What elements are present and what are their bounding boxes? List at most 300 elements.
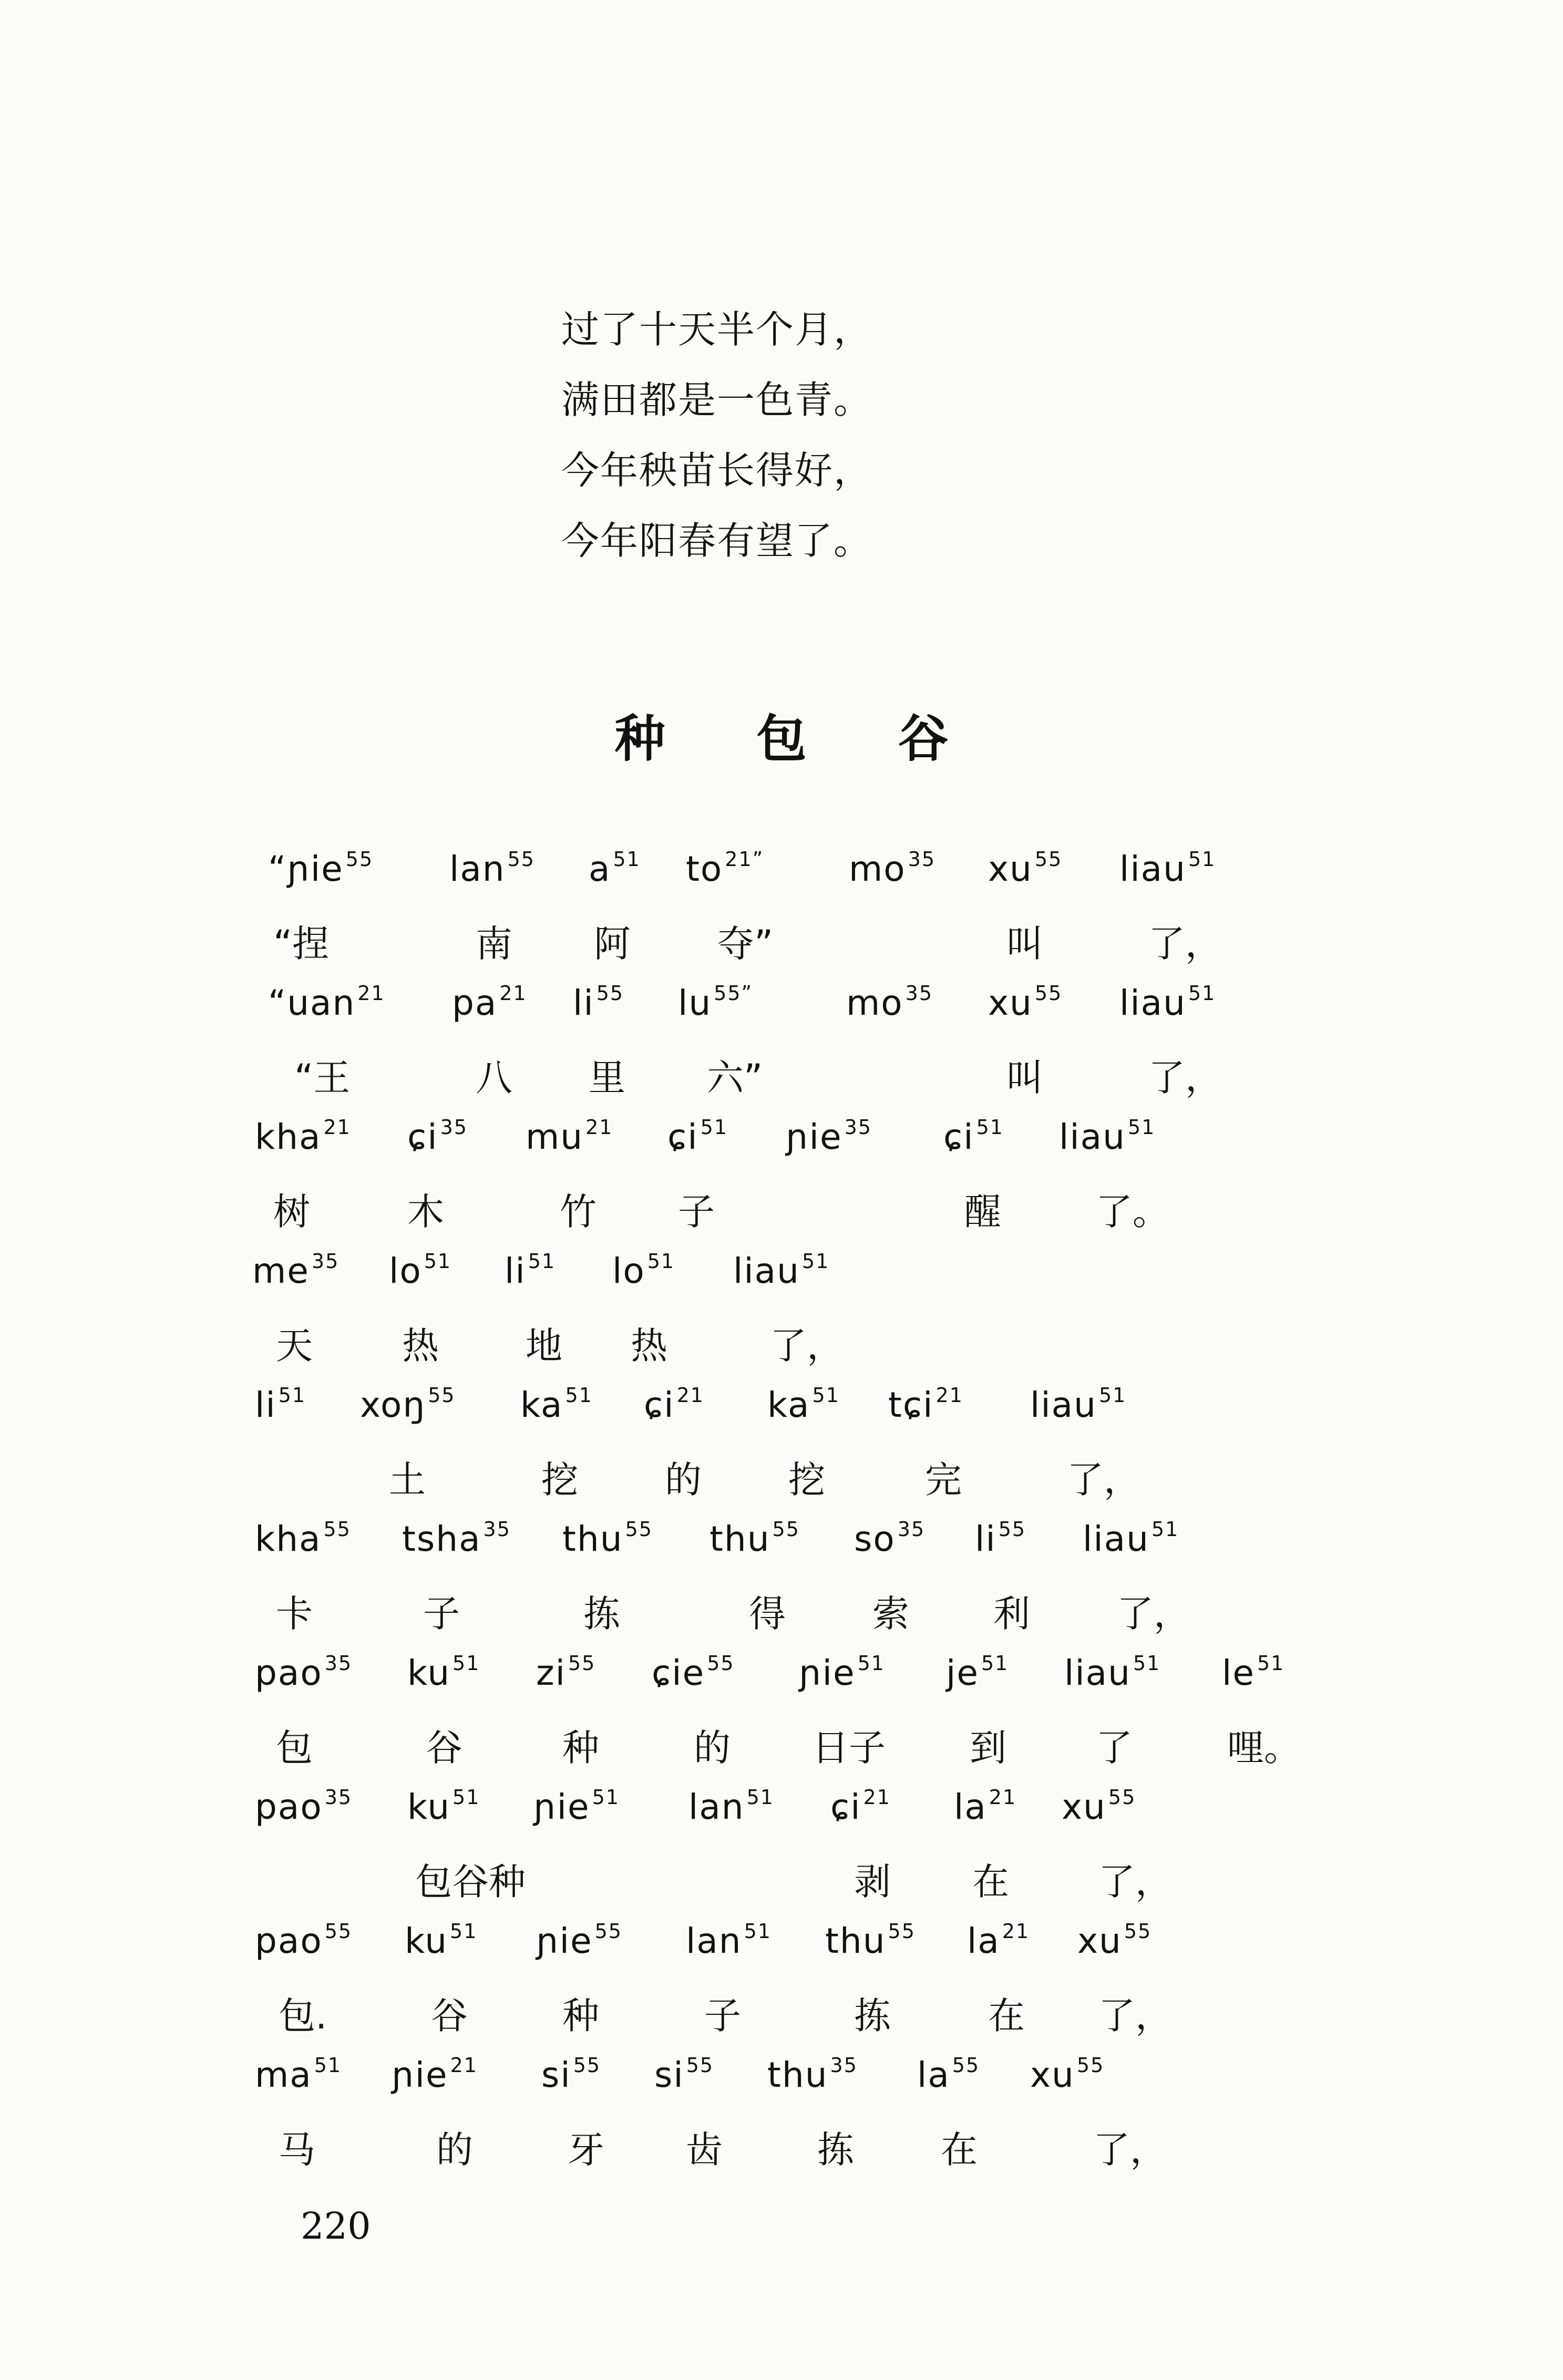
romanized-syllable [541,2055,601,2095]
word-text: 土 [389,1458,426,1501]
tone-number: 51 [453,1652,480,1675]
poem-line-4: 今年阳春有望了。 [561,519,873,563]
romanized-syllable [1030,2055,1104,2095]
romanized-syllable [799,1653,885,1693]
romanization-line [0,1787,1563,1850]
tone-number: 21 [585,1116,613,1139]
word-text: 包. [279,1994,327,2037]
chinese-gloss [1096,1182,1169,1235]
word-text: 树 [273,1190,310,1233]
word-text: 拣 [583,1592,620,1635]
word-text: mo [846,983,903,1023]
chinese-gloss [415,1852,526,1905]
tone-number: 55 [428,1384,456,1407]
word-text: 的 [694,1726,731,1769]
word-text: si [541,2055,571,2095]
romanization-line [0,1921,1563,1984]
romanized-syllable [255,1787,352,1827]
tone-number: 21 [989,1786,1017,1809]
tone-number: 51 [801,1250,830,1273]
tone-number: 51 [1127,1116,1156,1139]
word-text: 地 [526,1324,562,1367]
chinese-gloss [1006,1048,1043,1101]
chinese-gloss [964,1182,1001,1235]
tone-number: 55 [573,2054,601,2077]
word-text: thu [767,2055,828,2095]
poem-line-1: 过了十天半个月， [561,307,873,352]
word-text: 谷 [426,1726,462,1769]
tone-number: 51 [528,1250,556,1273]
tone-number: 35 [440,1116,468,1139]
chinese-gloss [476,1048,512,1101]
tone-number: 51 [613,848,641,871]
romanized-syllable [536,1653,595,1693]
gloss-line [0,1048,1563,1111]
word-text: 马 [279,2128,315,2171]
tone-number: 51 [812,1384,840,1407]
gloss-line [0,914,1563,977]
romanized-syllable [1119,849,1216,889]
word-text: lan [449,849,506,889]
word-text: ɕi [667,1117,698,1157]
word-text: liau [1030,1385,1097,1425]
romanization-line [0,1519,1563,1582]
romanized-syllable [392,2055,478,2095]
romanized-syllable [268,849,373,889]
romanized-syllable [536,1921,622,1961]
word-text: ku [407,1787,451,1827]
word-text: ɕie [652,1653,705,1693]
poem-line-3: 今年秧苗长得好， [561,448,873,492]
word-text: 的 [436,2128,473,2171]
chinese-gloss [1006,914,1043,967]
tone-number: 55 [952,2054,980,2077]
romanized-syllable [452,983,527,1023]
tone-number: 51 [450,1920,478,1943]
romanized-syllable [407,1653,480,1693]
chinese-gloss [749,1584,786,1637]
word-text: 哩。 [1227,1726,1301,1769]
word-text: “王 [294,1056,351,1099]
word-text: 了， [1148,1056,1222,1099]
word-text: 了， [1148,922,1222,965]
chinese-gloss [1117,1584,1190,1637]
word-text: 了， [1117,1592,1190,1635]
romanized-syllable [255,1385,306,1425]
word-text: li [255,1385,276,1425]
poem [561,294,872,576]
word-text: 了 [1096,1726,1133,1769]
tone-number: 51 [424,1250,452,1273]
word-text: 子 [704,1994,741,2037]
tone-number: 51 [1098,1384,1127,1407]
word-text: 了。 [1096,1190,1169,1233]
word-text: ɕi [407,1117,438,1157]
tone-number: 51 [744,1920,772,1943]
tone-number: 51 [1188,848,1216,871]
word-text: so [854,1519,896,1559]
chinese-gloss [925,1450,962,1503]
tone-number: 35 [905,982,933,1005]
chinese-gloss [273,1182,310,1235]
romanized-syllable [1077,1921,1151,1961]
romanized-syllable [1222,1653,1284,1693]
tone-number: 21 [935,1384,963,1407]
tone-number: 21 [499,982,527,1005]
poem-line-2: 满田都是一色青。 [561,378,873,422]
tone-number: 51 [565,1384,593,1407]
word-text: zi [536,1653,566,1693]
word-text: xu [1077,1921,1122,1961]
word-text: 得 [749,1592,786,1635]
romanized-syllable [255,1519,351,1559]
chinese-gloss [941,2120,978,2173]
word-text: a [589,849,611,889]
word-text: 子 [678,1190,715,1233]
word-text: la [917,2055,950,2095]
word-text: ɲie [392,2055,448,2095]
romanized-syllable [255,1117,351,1157]
chinese-gloss [686,2120,723,2173]
tone-number: 55 [1076,2054,1105,2077]
tone-number: 21 [323,1116,351,1139]
tone-number: 51 [647,1250,675,1273]
tone-number: 51 [981,1652,1009,1675]
romanization-line [0,1117,1563,1180]
word-text: 子 [423,1592,460,1635]
romanized-syllable [520,1385,593,1425]
word-text: to [686,849,723,889]
romanized-syllable [533,1787,620,1827]
chinese-gloss [294,1048,350,1101]
romanized-syllable [825,1921,916,1961]
chinese-gloss [402,1316,439,1369]
romanized-syllable [612,1251,675,1291]
tone-number: 55 [772,1518,800,1541]
word-text: xu [1030,2055,1075,2095]
tone-number: 51 [976,1116,1004,1139]
word-text: xoŋ [360,1385,426,1425]
word-text: 热 [402,1324,439,1367]
chinese-gloss [279,2120,315,2173]
chinese-gloss [678,1182,715,1235]
chinese-gloss [1098,1986,1172,2039]
romanization-line [0,1653,1563,1716]
chinese-gloss [431,1986,468,2039]
romanization-line [0,1251,1563,1314]
chinese-gloss [694,1718,731,1771]
tone-number: 55 [888,1920,916,1943]
word-text: 索 [872,1592,909,1635]
chinese-gloss [993,1584,1030,1637]
word-text: xu [988,849,1033,889]
word-text: liau [1083,1519,1149,1559]
chinese-gloss [389,1450,426,1503]
romanized-syllable [589,849,641,889]
chinese-gloss [560,1182,597,1235]
word-text: tɕi [888,1385,934,1425]
romanization-line [0,849,1563,912]
chinese-gloss [583,1584,620,1637]
romanized-syllable [709,1519,800,1559]
romanized-syllable [888,1385,963,1425]
word-text: tsha [402,1519,481,1559]
word-text: liau [1119,849,1186,889]
word-text: 种 [562,1726,599,1769]
tone-number: 51 [453,1786,480,1809]
tone-number: 55” [714,982,753,1005]
romanized-syllable [255,2055,342,2095]
chinese-gloss [407,1182,444,1235]
gloss-line [0,1852,1563,1915]
word-text: ka [767,1385,810,1425]
word-text: 拣 [854,1994,891,2037]
chinese-gloss [276,1718,313,1771]
tone-number: 55 [1108,1786,1136,1809]
word-text: pao [255,1921,323,1961]
tone-number: 35 [311,1250,340,1273]
tone-number: 51 [1151,1518,1179,1541]
gloss-line [0,1182,1563,1245]
word-text: 完 [925,1458,962,1501]
romanized-syllable [449,849,535,889]
word-text: ɲie [533,1787,590,1827]
word-text: “uan [268,983,356,1023]
romanized-syllable [252,1251,339,1291]
word-text: 利 [993,1592,1030,1635]
word-text: 了， [1093,2128,1167,2171]
tone-number: 55 [1034,848,1063,871]
word-text: “ɲie [268,849,344,889]
tone-number: 51 [700,1116,728,1139]
chinese-gloss [707,1048,763,1101]
word-text: xu [1062,1787,1106,1827]
tone-number: 21 [357,982,385,1005]
word-text: 了， [1098,1994,1172,2037]
word-text: li [975,1519,996,1559]
chinese-gloss [812,1718,886,1771]
tone-number: 55 [596,982,624,1005]
tone-number: 21 [863,1786,891,1809]
romanized-syllable [686,849,764,889]
tone-number: 35 [324,1652,353,1675]
romanized-syllable [1064,1653,1160,1693]
romanized-syllable [733,1251,829,1291]
word-text: ka [520,1385,563,1425]
chinese-gloss [988,1986,1025,2039]
word-text: 叫 [1006,922,1043,965]
romanized-syllable [405,1921,477,1961]
chinese-gloss [1093,2120,1167,2173]
chinese-gloss [717,914,773,967]
word-text: liau [1064,1653,1131,1693]
chinese-gloss [854,1852,891,1905]
romanized-syllable [667,1117,728,1157]
chinese-gloss [562,1986,599,2039]
romanized-syllable [389,1251,451,1291]
chinese-gloss [817,2120,854,2173]
word-text: 齿 [686,2128,723,2171]
word-text: je [946,1653,979,1693]
chinese-gloss [1096,1718,1133,1771]
chinese-gloss [436,2120,473,2173]
word-text: ɲie [536,1921,593,1961]
page-number: 220 [301,2204,371,2248]
tone-number: 51 [278,1384,306,1407]
tone-number: 55 [707,1652,735,1675]
word-text: lo [612,1251,645,1291]
word-text: 到 [970,1726,1006,1769]
word-text: 包谷种 [415,1860,526,1903]
word-text: le [1222,1653,1255,1693]
romanized-syllable [644,1385,704,1425]
word-text: 热 [631,1324,667,1367]
word-text: ku [405,1921,448,1961]
word-text: 了， [770,1324,844,1367]
chinese-gloss [972,1852,1009,1905]
chinese-gloss [631,1316,667,1369]
chinese-gloss [1098,1852,1172,1905]
gloss-line [0,1718,1563,1781]
tone-number: 55 [345,848,374,871]
word-text: “捏 [273,922,330,965]
chinese-gloss [770,1316,844,1369]
word-text: lan [688,1787,745,1827]
word-text: 在 [972,1860,1009,1903]
word-text: li [505,1251,526,1291]
tone-number: 51 [1133,1652,1161,1675]
romanized-syllable [946,1653,1009,1693]
word-text: 了， [1067,1458,1140,1501]
chinese-gloss [704,1986,741,2039]
romanized-syllable [688,1787,774,1827]
tone-number: 35 [908,848,936,871]
tone-number: 21 [450,2054,478,2077]
tone-number: 51 [592,1786,620,1809]
romanized-syllable [988,849,1062,889]
word-text: 挖 [788,1458,825,1501]
word-text: pao [255,1653,323,1693]
word-text: 日子 [812,1726,886,1769]
chinese-gloss [872,1584,909,1637]
chinese-gloss [854,1986,891,2039]
word-text: 六” [707,1056,763,1099]
romanized-syllable [654,2055,714,2095]
word-text: lo [389,1251,422,1291]
romanized-syllable [1030,1385,1126,1425]
word-text: la [967,1921,1000,1961]
tone-number: 55 [568,1652,596,1675]
tone-number: 35 [830,2054,858,2077]
romanized-syllable [786,1117,872,1157]
romanized-syllable [954,1787,1016,1827]
word-text: xu [988,983,1033,1023]
word-text: kha [255,1519,322,1559]
word-text: ɕi [943,1117,974,1157]
chinese-gloss [788,1450,825,1503]
word-text: kha [255,1117,322,1157]
romanized-syllable [407,1787,480,1827]
romanized-syllable [1059,1117,1155,1157]
chinese-gloss [273,914,329,967]
word-text: ɲie [799,1653,856,1693]
tone-number: 51 [1188,982,1216,1005]
gloss-line [0,1584,1563,1647]
word-text: 的 [665,1458,702,1501]
tone-number: 55 [324,1920,353,1943]
word-text: me [252,1251,310,1291]
tone-number: 55 [1034,982,1063,1005]
romanized-syllable [526,1117,613,1157]
word-text: mu [526,1117,584,1157]
gloss-line [0,1450,1563,1513]
word-text: pa [452,983,498,1023]
tone-number: 51 [314,2054,342,2077]
romanized-syllable [407,1117,468,1157]
romanized-syllable [767,2055,858,2095]
romanized-syllable [255,1921,352,1961]
romanized-syllable [830,1787,891,1827]
chinese-gloss [276,1584,313,1637]
word-text: 牙 [568,2128,604,2171]
tone-number: 35 [844,1116,872,1139]
romanized-syllable [854,1519,925,1559]
word-text: 在 [941,2128,978,2171]
chinese-gloss [526,1316,562,1369]
romanized-syllable [573,983,624,1023]
tone-number: 35 [483,1518,511,1541]
word-text: thu [709,1519,770,1559]
tone-number: 55 [594,1920,622,1943]
romanized-syllable [846,983,933,1023]
romanized-syllable [562,1519,653,1559]
word-text: 挖 [541,1458,578,1501]
romanized-syllable [1062,1787,1136,1827]
romanized-syllable [402,1519,511,1559]
tone-number: 55 [323,1518,351,1541]
chinese-gloss [562,1718,599,1771]
romanized-syllable [505,1251,556,1291]
word-text: 竹 [560,1190,597,1233]
chinese-gloss [665,1450,702,1503]
tone-number: 51 [746,1786,774,1809]
word-text: ɕi [830,1787,861,1827]
word-text: si [654,2055,684,2095]
romanization-line [0,1385,1563,1448]
tone-number: 55 [686,2054,714,2077]
word-text: 谷 [431,1994,468,2037]
word-text: 八 [476,1056,512,1099]
section-title: 种 包 谷 [614,709,985,768]
romanized-syllable [943,1117,1004,1157]
word-text: ɲie [786,1117,842,1157]
tone-number: 35 [897,1518,926,1541]
chinese-gloss [1227,1718,1301,1771]
gloss-line [0,2120,1563,2183]
chinese-gloss [1067,1450,1140,1503]
word-text: la [954,1787,987,1827]
romanization-line [0,2055,1563,2118]
chinese-gloss [1148,914,1222,967]
word-text: 剥 [854,1860,891,1903]
romanized-syllable [1119,983,1216,1023]
tone-number: 55 [507,848,535,871]
romanized-syllable [849,849,935,889]
romanized-syllable [988,983,1062,1023]
chinese-gloss [541,1450,578,1503]
romanized-syllable [255,1653,352,1693]
word-text: 卡 [276,1592,313,1635]
